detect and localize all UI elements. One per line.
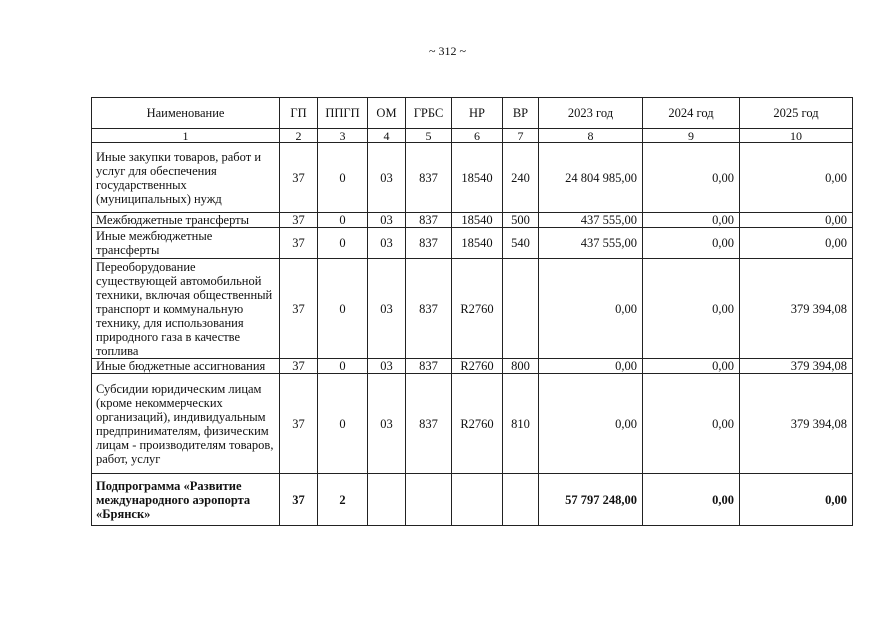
cell-vr: 810 <box>503 374 539 474</box>
cell-2023: 0,00 <box>539 359 643 374</box>
table-row <box>92 213 853 228</box>
cell-ppgp: 0 <box>318 143 368 213</box>
row-name: Субсидии юридическим лицам (кроме некоммерческих организаций), индивидуальным предпринимателям, физическим лицам - производителям товаров, работ, услуг <box>92 374 280 474</box>
cell-2024: 0,00 <box>643 359 740 374</box>
cell-nr: R2760 <box>452 359 503 374</box>
cell-gp: 37 <box>280 259 318 359</box>
cell-gp: 37 <box>280 474 318 526</box>
header-2025: 2025 год <box>740 98 853 129</box>
header-ppgp: ППГП <box>318 98 368 129</box>
cell-om: 03 <box>368 359 406 374</box>
column-number: 3 <box>318 129 368 143</box>
header-name: Наименование <box>92 98 280 129</box>
cell-nr <box>452 474 503 526</box>
cell-nr: 18540 <box>452 213 503 228</box>
cell-gp: 37 <box>280 374 318 474</box>
column-number: 2 <box>280 129 318 143</box>
header-om: ОМ <box>368 98 406 129</box>
cell-2023: 437 555,00 <box>539 213 643 228</box>
cell-om: 03 <box>368 143 406 213</box>
row-name: Иные межбюджетные трансферты <box>92 228 280 259</box>
cell-2023: 437 555,00 <box>539 228 643 259</box>
column-number: 4 <box>368 129 406 143</box>
column-number-row <box>92 129 853 143</box>
cell-gp: 37 <box>280 143 318 213</box>
cell-gp: 37 <box>280 228 318 259</box>
cell-ppgp: 2 <box>318 474 368 526</box>
cell-nr: 18540 <box>452 143 503 213</box>
cell-vr <box>503 259 539 359</box>
header-gp: ГП <box>280 98 318 129</box>
budget-table <box>91 97 853 526</box>
cell-vr: 800 <box>503 359 539 374</box>
cell-2025: 0,00 <box>740 143 853 213</box>
row-name: Межбюджетные трансферты <box>92 213 280 228</box>
column-number: 8 <box>539 129 643 143</box>
table-row <box>92 359 853 374</box>
table-row <box>92 228 853 259</box>
cell-gp: 37 <box>280 359 318 374</box>
cell-2023: 0,00 <box>539 259 643 359</box>
row-name: Переоборудование существующей автомобильной техники, включая общественный транспорт и коммунальную технику, для использования природного газа в качестве топлива <box>92 259 280 359</box>
cell-2024: 0,00 <box>643 213 740 228</box>
cell-vr: 500 <box>503 213 539 228</box>
cell-vr <box>503 474 539 526</box>
cell-vr: 540 <box>503 228 539 259</box>
cell-grbs: 837 <box>406 359 452 374</box>
cell-nr: R2760 <box>452 374 503 474</box>
cell-om: 03 <box>368 374 406 474</box>
cell-2024: 0,00 <box>643 143 740 213</box>
column-number: 10 <box>740 129 853 143</box>
header-nr: НР <box>452 98 503 129</box>
header-2023: 2023 год <box>539 98 643 129</box>
cell-2023: 57 797 248,00 <box>539 474 643 526</box>
cell-2023: 24 804 985,00 <box>539 143 643 213</box>
cell-2024: 0,00 <box>643 474 740 526</box>
row-name: Иные бюджетные ассигнования <box>92 359 280 374</box>
cell-grbs <box>406 474 452 526</box>
cell-2025: 379 394,08 <box>740 374 853 474</box>
page-number: ~ 312 ~ <box>429 44 466 58</box>
cell-2025: 379 394,08 <box>740 259 853 359</box>
cell-nr: 18540 <box>452 228 503 259</box>
row-name: Иные закупки товаров, работ и услуг для обеспечения государственных (муниципальных) нужд <box>92 143 280 213</box>
cell-2024: 0,00 <box>643 259 740 359</box>
cell-2025: 0,00 <box>740 228 853 259</box>
cell-grbs: 837 <box>406 143 452 213</box>
header-vr: ВР <box>503 98 539 129</box>
cell-2023: 0,00 <box>539 374 643 474</box>
cell-om: 03 <box>368 213 406 228</box>
cell-ppgp: 0 <box>318 374 368 474</box>
cell-gp: 37 <box>280 213 318 228</box>
cell-om: 03 <box>368 259 406 359</box>
cell-grbs: 837 <box>406 213 452 228</box>
row-name: Подпрограмма «Развитие международного аэропорта «Брянск» <box>92 474 280 526</box>
cell-2025: 0,00 <box>740 474 853 526</box>
cell-grbs: 837 <box>406 228 452 259</box>
cell-ppgp: 0 <box>318 259 368 359</box>
cell-vr: 240 <box>503 143 539 213</box>
cell-grbs: 837 <box>406 374 452 474</box>
cell-2024: 0,00 <box>643 228 740 259</box>
cell-grbs: 837 <box>406 259 452 359</box>
cell-2025: 0,00 <box>740 213 853 228</box>
table-row <box>92 474 853 526</box>
column-number: 7 <box>503 129 539 143</box>
column-number: 1 <box>92 129 280 143</box>
cell-ppgp: 0 <box>318 213 368 228</box>
column-number: 6 <box>452 129 503 143</box>
cell-om <box>368 474 406 526</box>
column-number: 5 <box>406 129 452 143</box>
header-row <box>92 98 853 129</box>
header-grbs: ГРБС <box>406 98 452 129</box>
table-row <box>92 374 853 474</box>
cell-ppgp: 0 <box>318 359 368 374</box>
column-number: 9 <box>643 129 740 143</box>
cell-ppgp: 0 <box>318 228 368 259</box>
cell-om: 03 <box>368 228 406 259</box>
table-row <box>92 259 853 359</box>
header-2024: 2024 год <box>643 98 740 129</box>
table-row <box>92 143 853 213</box>
cell-2024: 0,00 <box>643 374 740 474</box>
cell-2025: 379 394,08 <box>740 359 853 374</box>
cell-nr: R2760 <box>452 259 503 359</box>
